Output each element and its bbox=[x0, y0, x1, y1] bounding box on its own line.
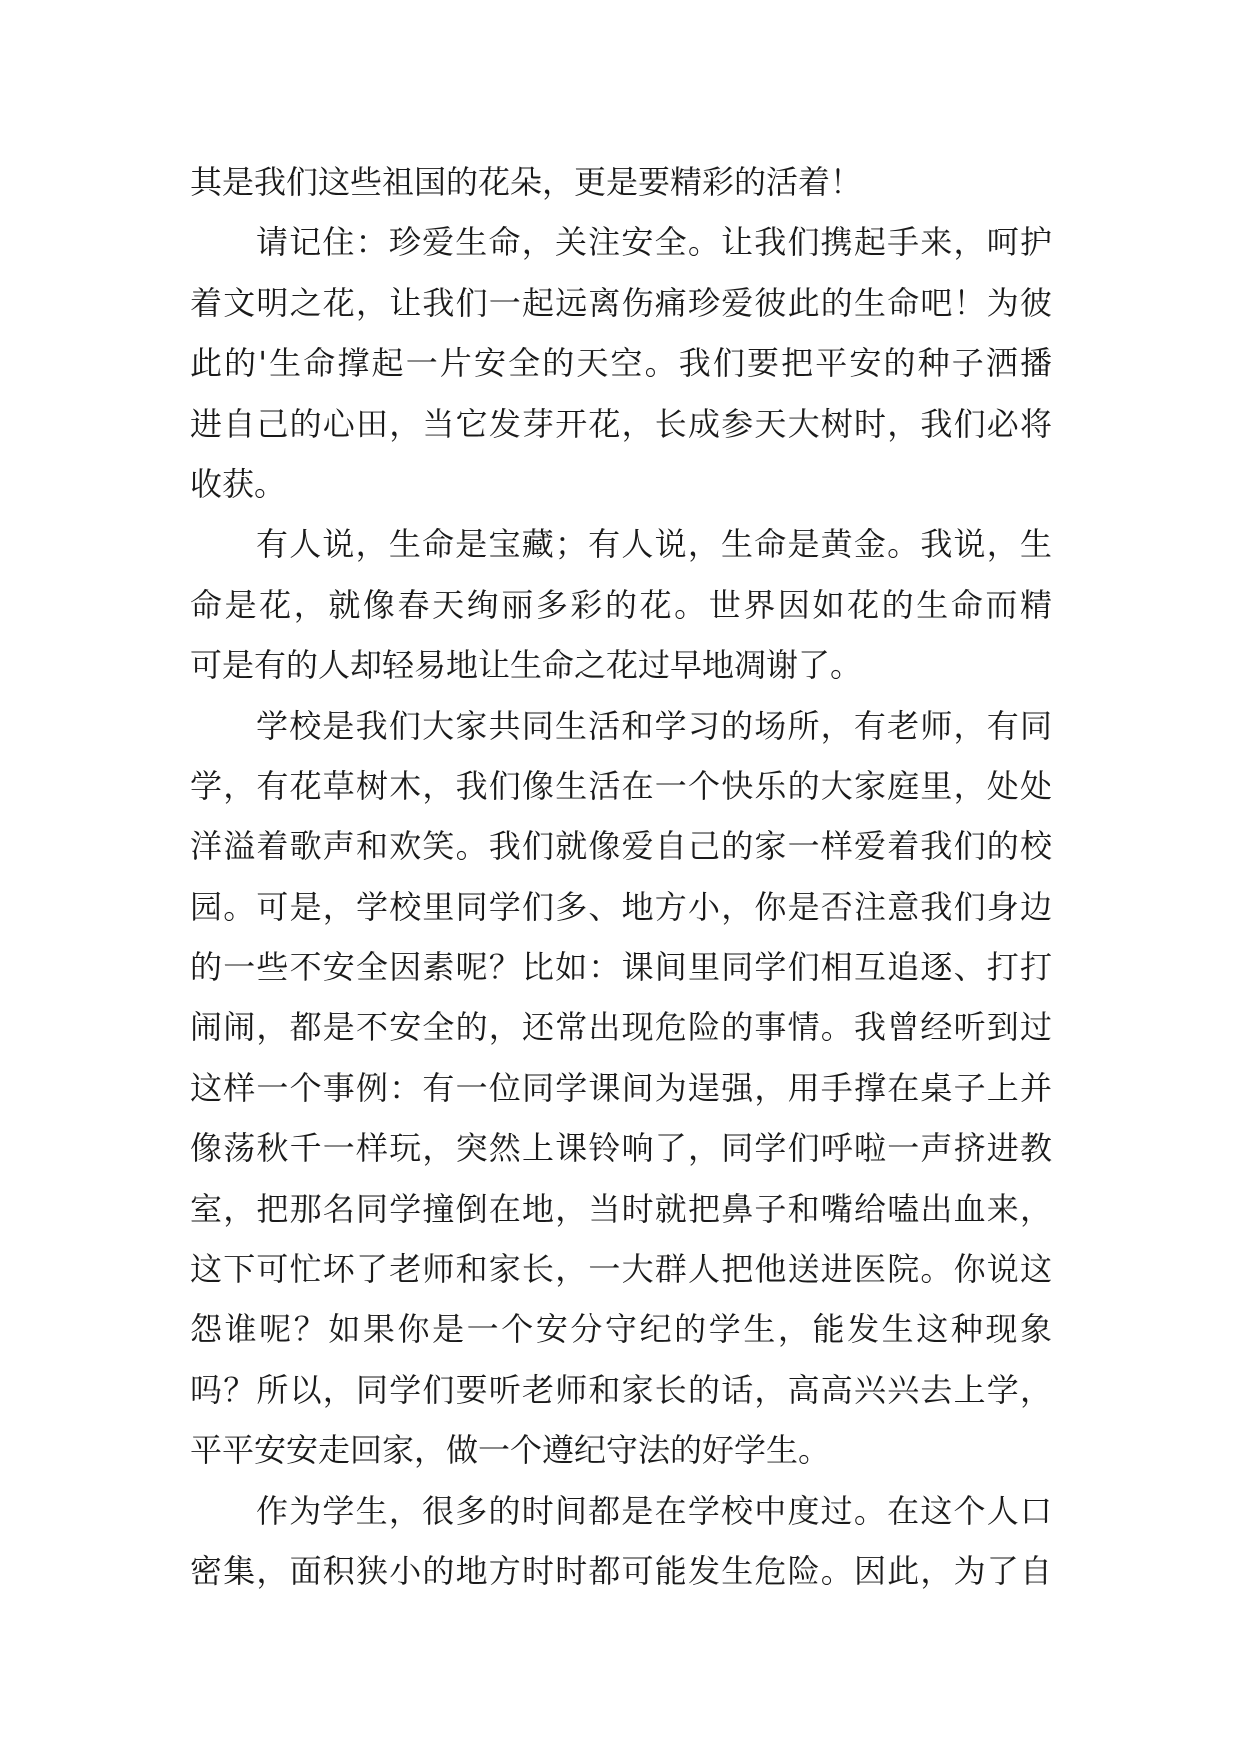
paragraph-school-safety bbox=[190, 696, 1052, 1481]
text-line: 像荡秋千一样玩，突然上课铃响了，同学们呼啦一声挤进教 bbox=[190, 1129, 1052, 1168]
text-line: 进自己的心田，当它发芽开花，长成参天大树时，我们必将 bbox=[190, 404, 1052, 443]
text-line: 吗？所以，同学们要听老师和家长的话，高高兴兴去上学， bbox=[190, 1370, 1052, 1409]
text-line: 平平安安走回家，做一个遵纪守法的好学生。 bbox=[190, 1431, 831, 1470]
text-line: 这下可忙坏了老师和家长，一大群人把他送进医院。你说这 bbox=[190, 1250, 1052, 1289]
text-line: 室，把那名同学撞倒在地，当时就把鼻子和嘴给嗑出血来， bbox=[190, 1189, 1052, 1228]
text-line: 怨谁呢？如果你是一个安分守纪的学生，能发生这种现象 bbox=[190, 1310, 1052, 1349]
text-line: 作为学生，很多的时间都是在学校中度过。在这个人口 bbox=[256, 1491, 1052, 1530]
text-line: 有人说，生命是宝藏；有人说，生命是黄金。我说，生 bbox=[256, 525, 1052, 564]
paragraph-continued bbox=[190, 152, 1052, 212]
text-line: 此的'生命撑起一片安全的天空。我们要把平安的种子洒播 bbox=[190, 344, 1052, 383]
text-line: 闹闹，都是不安全的，还常出现危险的事情。我曾经听到过 bbox=[190, 1008, 1052, 1047]
text-line: 收获。 bbox=[190, 464, 287, 503]
text-line: 命是花，就像春天绚丽多彩的花。世界因如花的生命而精 bbox=[190, 585, 1052, 624]
text-line: 园。可是，学校里同学们多、地方小，你是否注意我们身边 bbox=[190, 887, 1052, 926]
text-line: 可是有的人却轻易地让生命之花过早地凋谢了。 bbox=[190, 646, 863, 685]
paragraph-as-students bbox=[190, 1481, 1052, 1602]
paragraph-life-is-flower bbox=[190, 514, 1052, 695]
text-line: 着文明之花，让我们一起远离伤痛珍爱彼此的生命吧！为彼 bbox=[190, 283, 1052, 322]
document-page bbox=[190, 152, 1052, 1601]
paragraph-cherish-life bbox=[190, 212, 1052, 514]
text-line: 请记住：珍爱生命，关注安全。让我们携起手来，呵护 bbox=[256, 223, 1052, 262]
text-line: 密集，面积狭小的地方时时都可能发生危险。因此，为了自 bbox=[190, 1551, 1052, 1590]
text-line: 的一些不安全因素呢？比如：课间里同学们相互追逐、打打 bbox=[190, 948, 1052, 987]
text-line: 洋溢着歌声和欢笑。我们就像爱自己的家一样爱着我们的校 bbox=[190, 827, 1052, 866]
text-line: 其是我们这些祖国的花朵，更是要精彩的活着！ bbox=[190, 163, 863, 201]
text-line: 学校是我们大家共同生活和学习的场所，有老师，有同 bbox=[256, 706, 1052, 745]
text-line: 这样一个事例：有一位同学课间为逞强，用手撑在桌子上并 bbox=[190, 1068, 1052, 1107]
text-line: 学，有花草树木，我们像生活在一个快乐的大家庭里，处处 bbox=[190, 766, 1052, 805]
